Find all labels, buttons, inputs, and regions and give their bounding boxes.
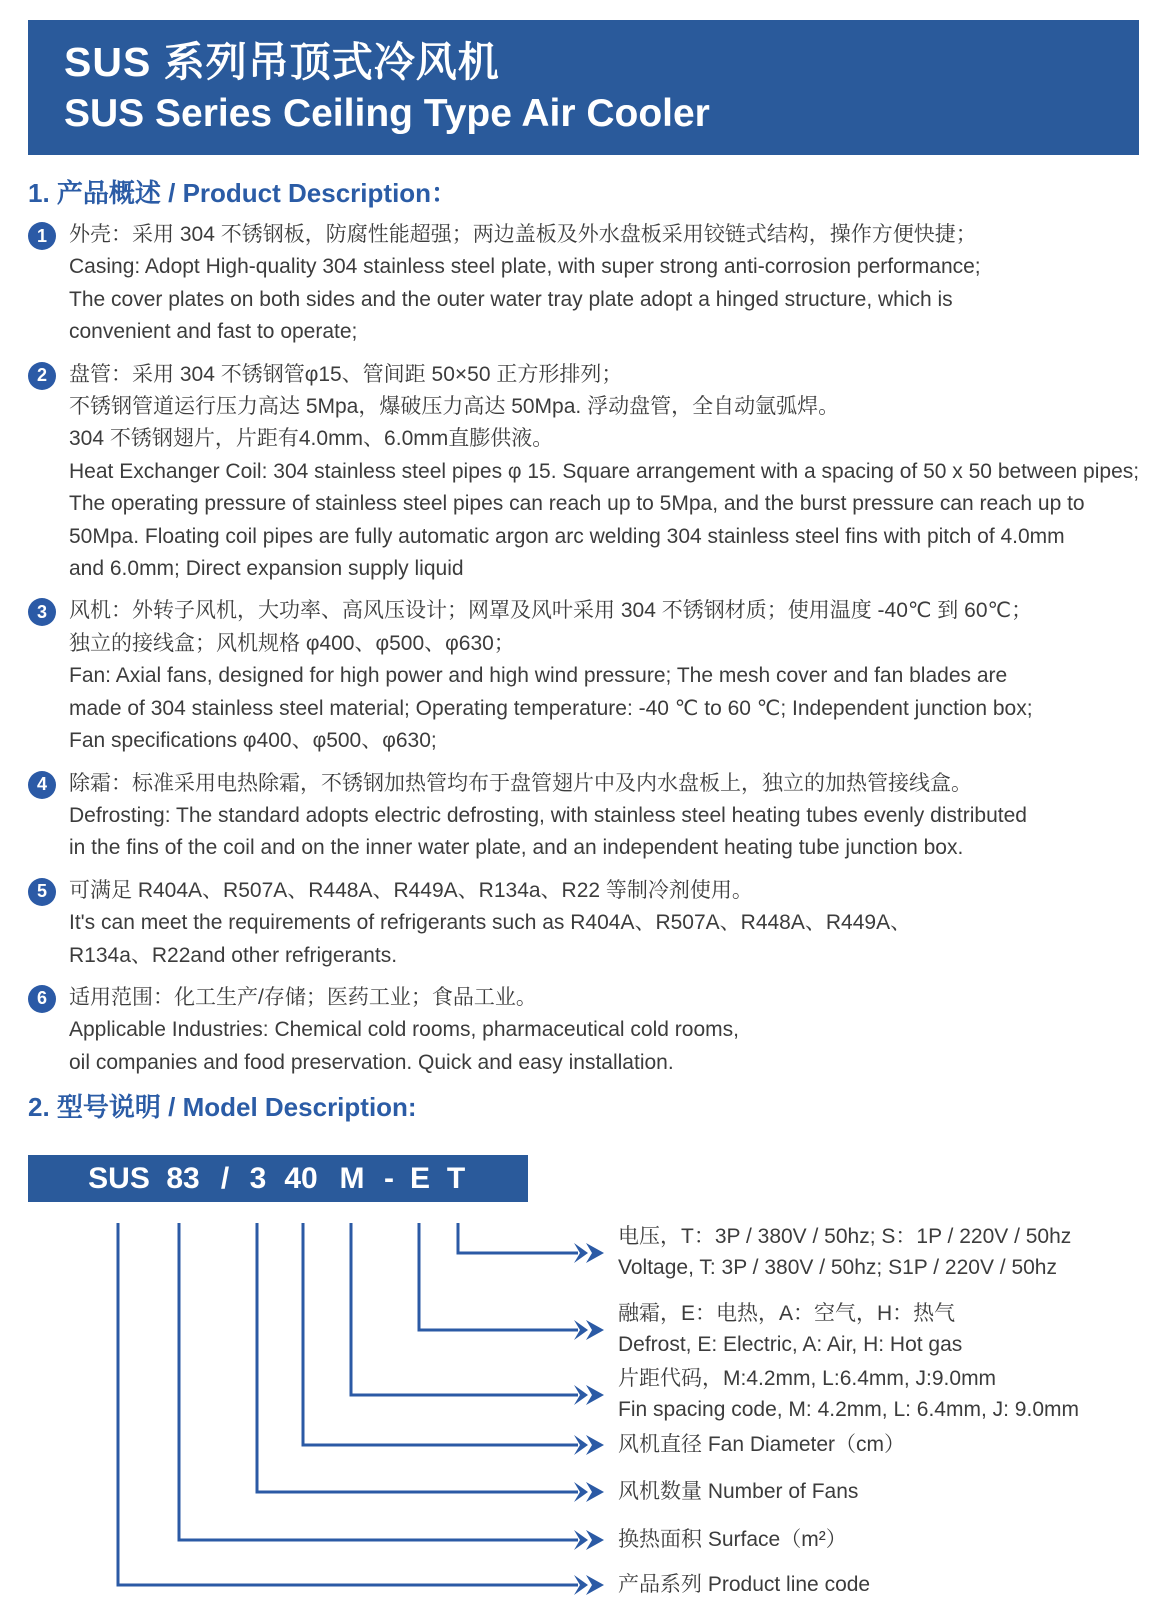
model-row-fan-number (618, 1476, 858, 1507)
item-text-line: Fan: Axial fans, designed for high power and high wind pressure; The mesh cover and fan blades are (69, 664, 1008, 688)
item-number-badge: 6 (28, 985, 56, 1013)
item-text (69, 982, 739, 1079)
item-text-line: 风机：外转子风机，大功率、高风压设计；网罩及风叶采用 304 不锈钢材质；使用温度 -40℃ 到 60℃； (69, 599, 1033, 623)
item-text-line: 可满足 R404A、R507A、R448A、R449A、R134a、R22 等制冷剂使用。 (69, 878, 753, 902)
model-row-line: 风机数量 Number of Fans (618, 1480, 859, 1504)
item-number-badge: 5 (28, 878, 56, 906)
model-code-segment: E (409, 1161, 431, 1195)
item-text (69, 219, 981, 349)
item-number-badge: 3 (28, 598, 56, 626)
connector-product-line (118, 1223, 578, 1585)
product-item-6 (28, 982, 1139, 1079)
item-text-line: 适用范围：化工生产/存储；医药工业；食品工业。 (69, 985, 537, 1009)
header-banner (28, 20, 1139, 155)
model-row-line: Voltage, T: 3P / 380V / 50hz; S1P / 220V / 50hz (618, 1256, 1057, 1280)
model-row-fan-diameter (618, 1429, 905, 1460)
item-text-line: Heat Exchanger Coil: 304 stainless steel pipes φ 15. Square arrangement with a spacing of 50 x 50 between pipes; (69, 459, 1140, 483)
section-1-heading: 1. 产品概述 / Product Description： (28, 178, 458, 208)
item-text-line: 不锈钢管道运行压力高达 5Mpa，爆破压力高达 50Mpa. 浮动盘管，全自动氩弧焊。 (69, 395, 840, 419)
item-text-line: The cover plates on both sides and the outer water tray plate adopt a hinged structure, which is (69, 287, 953, 311)
model-code-segment: 40 (284, 1161, 318, 1195)
product-item-4 (28, 768, 1139, 865)
model-row-fin-spacing (618, 1363, 1079, 1425)
model-row-line: 片距代码，M:4.2mm, L:6.4mm, J:9.0mm (618, 1367, 997, 1391)
item-text-line: Applicable Industries: Chemical cold rooms, pharmaceutical cold rooms, (69, 1018, 739, 1042)
model-row-line: Defrost, E: Electric, A: Air, H: Hot gas (618, 1333, 963, 1357)
model-code-segment: M (339, 1161, 365, 1195)
model-row-line: 融霜，E：电热，A：空气，H：热气 (618, 1302, 956, 1326)
item-text-line: 除霜：标准采用电热除霜，不锈钢加热管均布于盘管翅片中及内水盘板上，独立的加热管接线盒。 (69, 771, 972, 795)
item-text (69, 595, 1033, 757)
item-text (69, 359, 1139, 586)
connector-voltage (458, 1223, 578, 1253)
model-row-line: 产品系列 Product line code (618, 1573, 871, 1597)
product-item-2 (28, 359, 1139, 586)
model-code-segment: T (446, 1161, 466, 1195)
model-row-line: 风机直径 Fan Diameter（cm） (618, 1433, 906, 1457)
item-text-line: made of 304 stainless steel material; Operating temperature: -40 ℃ to 60 ℃; Independent junction box; (69, 696, 1033, 720)
model-code-segment: 83 (166, 1161, 200, 1195)
item-number-badge: 1 (28, 222, 56, 250)
product-item-3 (28, 595, 1139, 757)
product-item-5 (28, 875, 1139, 972)
item-text (69, 768, 1027, 865)
product-item-1 (28, 219, 1139, 349)
page-title-zh: SUS 系列吊顶式冷风机 (64, 38, 500, 85)
item-text (69, 875, 911, 972)
model-row-line: 换热面积 Surface（m²） (618, 1528, 847, 1552)
model-code-segment: / (220, 1161, 230, 1195)
connector-fin-spacing (351, 1223, 578, 1395)
item-text-line: 304 不锈钢翅片，片距有4.0mm、6.0mm直膨供液。 (69, 427, 554, 451)
item-text-line: The operating pressure of stainless steel pipes can reach up to 5Mpa, and the burst pressure can reach up to (69, 492, 1085, 516)
model-code-segment: 3 (249, 1161, 267, 1195)
model-row-surface (618, 1524, 847, 1555)
item-text-line: Fan specifications φ400、φ500、φ630; (69, 729, 437, 753)
item-text-line: oil companies and food preservation. Quick and easy installation. (69, 1050, 674, 1074)
item-text-line: Casing: Adopt High-quality 304 stainless steel plate, with super strong anti-corrosion performance; (69, 255, 981, 279)
connector-fan-diameter (303, 1223, 578, 1445)
item-text-line: 外壳：采用 304 不锈钢板，防腐性能超强；两边盖板及外水盘板采用铰链式结构，操作方便快捷； (69, 223, 977, 246)
item-number-badge: 2 (28, 362, 56, 390)
item-text-line: R134a、R22and other refrigerants. (69, 943, 398, 967)
model-row-line: Fin spacing code, M: 4.2mm, L: 6.4mm, J: 9.0mm (618, 1398, 1079, 1422)
item-number-badge: 4 (28, 771, 56, 799)
item-text-line: and 6.0mm; Direct expansion supply liquid (69, 557, 464, 581)
item-text-line: 盘管：采用 304 不锈钢管φ15、管间距 50×50 正方形排列； (69, 362, 623, 386)
model-row-voltage (618, 1221, 1071, 1283)
item-text-line: It's can meet the requirements of refrigerants such as R404A、R507A、R448A、R449A、 (69, 911, 912, 935)
model-row-product-line (618, 1569, 870, 1600)
model-row-defrost (618, 1298, 962, 1360)
section-2-heading: 2. 型号说明 / Model Description: (28, 1092, 417, 1123)
item-text-line: 50Mpa. Floating coil pipes are fully automatic argon arc welding 304 stainless steel fins with pitch of 4.0mm (69, 524, 1065, 548)
item-text-line: 独立的接线盒；风机规格 φ400、φ500、φ630； (69, 631, 515, 655)
item-text-line: in the fins of the coil and on the inner water plate, and an independent heating tube junction box. (69, 836, 964, 860)
connector-defrost (419, 1223, 578, 1330)
model-diagram (28, 1155, 1139, 1600)
page-title-en: SUS Series Ceiling Type Air Cooler (64, 91, 710, 135)
item-text-line: Defrosting: The standard adopts electric defrosting, with stainless steel heating tubes evenly distributed (69, 803, 1027, 827)
item-text-line: convenient and fast to operate; (69, 320, 358, 344)
model-code-segment: - (384, 1161, 394, 1195)
model-code-segment: SUS (88, 1161, 150, 1195)
model-row-line: 电压，T：3P / 380V / 50hz; S：1P / 220V / 50hz (618, 1225, 1072, 1249)
